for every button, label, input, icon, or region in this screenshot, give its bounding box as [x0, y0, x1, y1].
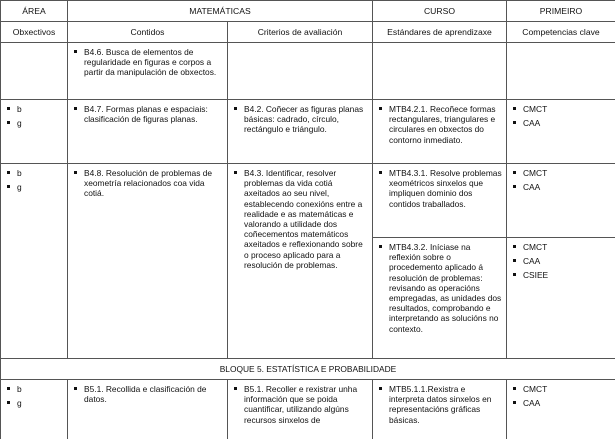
criterion-cell — [228, 164, 373, 359]
objective-item: b — [6, 104, 63, 114]
content-item: B4.8. Resolución de problemas de xeometría relacionados coa vida cotiá. — [73, 168, 223, 199]
standards-cell — [373, 100, 507, 164]
criterion-item: B4.2. Coñecer as figuras planas básicas: cadrado, círculo, rectángulo e triángulo. — [233, 104, 368, 135]
table-row — [1, 380, 615, 439]
content-item: B4.6. Busca de elementos de regularidade en figuras e corpos a partir da manipulación de obxectos. — [73, 47, 223, 78]
table-row — [1, 164, 615, 238]
competences-cell — [507, 164, 615, 238]
subject-header: MATEMÁTICAS — [68, 1, 373, 22]
competences-cell — [507, 380, 615, 439]
contents-column-header: Contidos — [68, 22, 228, 43]
objectives-column-header: Obxectivos — [1, 22, 68, 43]
content-cell — [68, 43, 228, 100]
objective-item: g — [6, 182, 63, 192]
criterion-cell — [228, 100, 373, 164]
header-row-top — [1, 1, 615, 22]
competences-column-header: Competencias clave — [507, 22, 615, 43]
objectives-cell — [1, 100, 68, 164]
competence-item: CMCT — [512, 384, 611, 394]
standards-cell — [373, 238, 507, 359]
course-label-header: CURSO — [373, 1, 507, 22]
standards-column-header: Estándares de aprendizaxe — [373, 22, 507, 43]
objective-item: g — [6, 118, 63, 128]
competence-item: CMCT — [512, 242, 611, 252]
competence-item: CAA — [512, 182, 611, 192]
area-header: ÁREA — [1, 1, 68, 22]
content-item: B4.7. Formas planas e espaciais: clasificación de figuras planas. — [73, 104, 223, 124]
criteria-column-header: Criterios de avaliación — [228, 22, 373, 43]
header-row-columns — [1, 22, 615, 43]
standard-item: MTB4.3.1. Resolve problemas xeométricos sinxelos que impliquen dominio dos contidos traballados. — [378, 168, 502, 209]
standard-item: MTB5.1.1.Rexistra e interpreta datos sinxelos en representacións gráficas básicas. — [378, 384, 502, 425]
table-row — [1, 100, 615, 164]
standard-item: MTB4.3.2. Iníciase na reflexión sobre o procedemento aplicado á resolución de problemas: revisando as operacións empregadas, as unidades dos resultados, comprobando e interpretando as solucións no contexto. — [378, 242, 502, 334]
standard-item: MTB4.2.1. Recoñece formas rectangulares, triangulares e circulares en obxectos do contorno inmediato. — [378, 104, 502, 145]
content-cell — [68, 380, 228, 439]
block-heading-row — [1, 359, 615, 380]
content-item: B5.1. Recollida e clasificación de datos. — [73, 384, 223, 404]
competences-cell — [507, 100, 615, 164]
standards-cell — [373, 164, 507, 238]
competence-item: CAA — [512, 118, 611, 128]
objective-item: g — [6, 398, 63, 408]
competences-cell — [507, 43, 615, 100]
objectives-cell — [1, 43, 68, 100]
criterion-item: B4.3. Identificar, resolver problemas da vida cotiá axeitados ao seu nivel, establecendo conexións entre a realidade e as matemáticas e valorando a utilidade dos coñecementos matemáticos axeitados e reflexionando sobre o proceso aplicado para a resolución de problemas. — [233, 168, 368, 270]
criterion-cell — [228, 380, 373, 439]
criterion-cell — [228, 43, 373, 100]
competence-item: CAA — [512, 398, 611, 408]
table-row — [1, 43, 615, 100]
competence-item: CMCT — [512, 168, 611, 178]
objectives-cell — [1, 164, 68, 359]
criterion-item: B5.1. Recoller e rexistrar unha información que se poida cuantificar, utilizando algúns recursos sinxelos de — [233, 384, 368, 425]
objective-item: b — [6, 168, 63, 178]
competences-cell — [507, 238, 615, 359]
objectives-cell — [1, 380, 68, 439]
competence-item: CAA — [512, 256, 611, 266]
course-value-header: PRIMEIRO — [507, 1, 615, 22]
competence-item: CSIEE — [512, 270, 611, 280]
competence-item: CMCT — [512, 104, 611, 114]
standards-cell — [373, 380, 507, 439]
content-cell — [68, 100, 228, 164]
content-cell — [68, 164, 228, 359]
standards-cell — [373, 43, 507, 100]
objective-item: b — [6, 384, 63, 394]
block-heading: BLOQUE 5. ESTATÍSTICA E PROBABILIDADE — [1, 359, 615, 380]
